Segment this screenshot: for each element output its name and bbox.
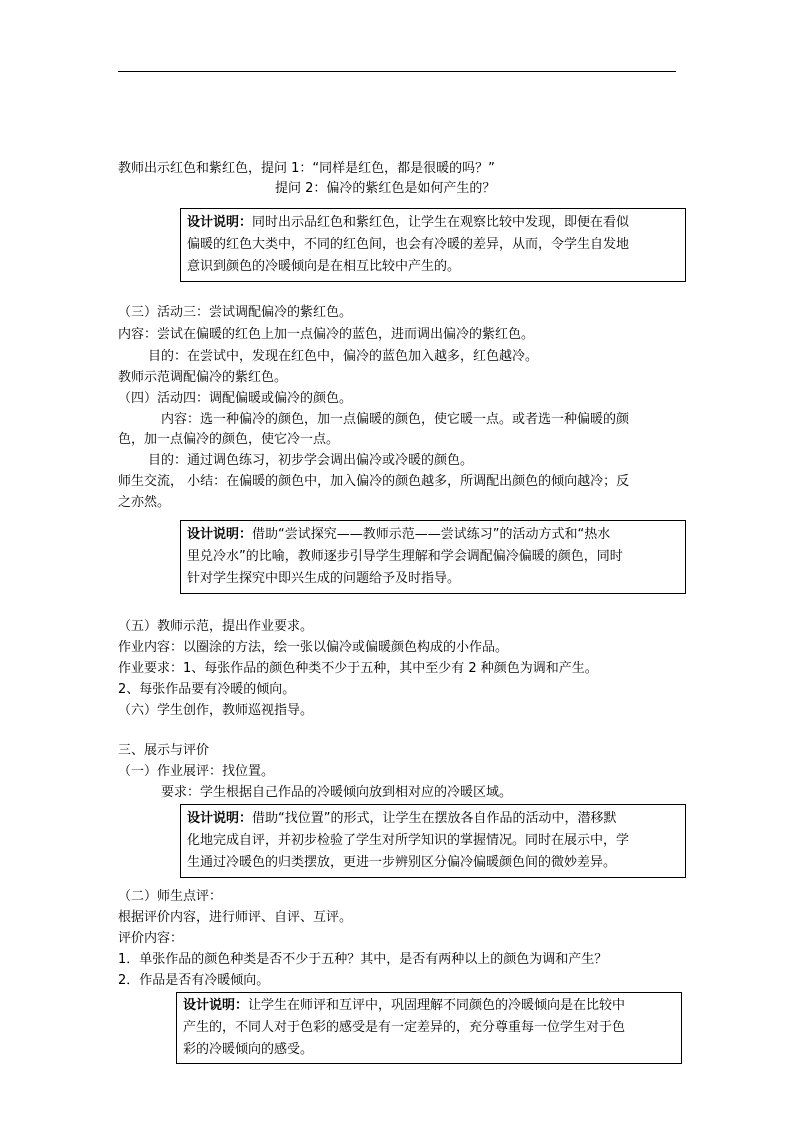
- design-note-text: 借助“尝试探究——教师示范——尝试练习”的活动方式和“热水: [252, 527, 611, 542]
- design-note-box: [180, 208, 686, 282]
- list-item: 1．单张作品的颜色种类是否不少于五种？其中，是否有两种以上的颜色为调和产生？: [118, 952, 608, 967]
- design-note-text: 产生的，不同人对于色彩的感受是有一定差异的，充分尊重每一位学生对于色: [183, 1020, 626, 1035]
- design-note-text: 让学生在师评和互评中，巩固理解不同颜色的冷暖倾向是在比较中: [248, 998, 626, 1013]
- paragraph-line: 内容：尝试在偏暖的红色上加一点偏冷的蓝色，进而调出偏冷的紫红色。: [118, 327, 535, 342]
- design-note-label: 设计说明：: [187, 527, 253, 542]
- header-rule: [118, 71, 676, 72]
- paragraph-line: 作业内容：以圈涂的方法，绘一张以偏冷或偏暖颜色构成的小作品。: [118, 640, 509, 655]
- section-heading: （二）师生点评：: [118, 889, 223, 904]
- design-note-text: 里兑冷水”的比喻，教师逐步引导学生理解和学会调配偏冷偏暖的颜色，同时: [187, 549, 623, 564]
- paragraph-line: 作业要求：1、每张作品的颜色种类不少于五种，其中至少有 2 种颜色为调和产生。: [118, 661, 598, 676]
- design-note-text: 借助“找位置”的形式，让学生在摆放各自作品的活动中，潜移默: [252, 811, 617, 826]
- section-heading: （五）教师示范，提出作业要求。: [118, 619, 314, 634]
- design-note-box: [176, 992, 682, 1064]
- paragraph-line: 目的：通过调色练习，初步学会调出偏冷或冷暖的颜色。: [148, 453, 474, 468]
- design-note-text: 意识到颜色的冷暖倾向是在相互比较中产生的。: [187, 259, 461, 274]
- list-item: 2．作品是否有冷暖倾向。: [118, 973, 270, 988]
- design-note-text: 偏暖的红色大类中，不同的红色间，也会有冷暖的差异，从而，令学生自发地: [187, 237, 630, 252]
- paragraph-line: 根据评价内容，进行师评、自评、互评。: [118, 910, 353, 925]
- paragraph-line: 评价内容：: [118, 931, 184, 946]
- design-note-text: 针对学生探究中即兴生成的问题给予及时指导。: [187, 571, 461, 586]
- design-note-label: 设计说明：: [183, 998, 249, 1013]
- design-note-label: 设计说明：: [187, 215, 253, 230]
- section-heading: （三）活动三：尝试调配偏冷的紫红色。: [118, 305, 353, 320]
- design-note-box: [180, 520, 686, 594]
- section-heading: （四）活动四：调配偏暖或偏冷的颜色。: [118, 391, 353, 406]
- section-heading: （六）学生创作，教师巡视指导。: [118, 703, 314, 718]
- paragraph-line: 教师出示红色和紫红色，提问 1：“同样是红色，都是很暖的吗？”: [118, 161, 495, 176]
- section-heading: 三、展示与评价: [118, 743, 210, 758]
- paragraph-line: 教师示范调配偏冷的紫红色。: [118, 370, 288, 385]
- design-note-box: [180, 804, 686, 878]
- paragraph-line: 之亦然。: [118, 495, 171, 510]
- section-heading: （一）作业展评：找位置。: [118, 764, 275, 779]
- paragraph-line: 色，加一点偏冷的颜色，使它冷一点。: [118, 432, 340, 447]
- design-note-label: 设计说明：: [187, 811, 253, 826]
- design-note-text: 生通过冷暖色的归类摆放，更进一步辨别区分偏冷偏暖颜色间的微妙差异。: [187, 855, 617, 870]
- design-note-text: 彩的冷暖倾向的感受。: [183, 1042, 314, 1057]
- paragraph-line: 内容：选一种偏冷的颜色，加一点偏暖的颜色，使它暖一点。或者选一种偏暖的颜: [161, 412, 630, 427]
- design-note-text: 同时出示品红色和紫红色，让学生在观察比较中发现，即便在看似: [252, 215, 630, 230]
- paragraph-line: 目的：在尝试中，发现在红色中，偏冷的蓝色加入越多，红色越冷。: [148, 349, 539, 364]
- paragraph-line: 要求：学生根据自己作品的冷暖倾向放到相对应的冷暖区域。: [161, 785, 513, 800]
- paragraph-line: 师生交流， 小结：在偏暖的颜色中，加入偏冷的颜色越多，所调配出颜色的倾向越冷；反: [118, 474, 630, 489]
- paragraph-line: 2、每张作品要有冷暖的倾向。: [118, 682, 296, 697]
- design-note-text: 化地完成自评，并初步检验了学生对所学知识的掌握情况。同时在展示中，学: [187, 833, 630, 848]
- paragraph-line: 提问 2：偏冷的紫红色是如何产生的？: [275, 181, 496, 196]
